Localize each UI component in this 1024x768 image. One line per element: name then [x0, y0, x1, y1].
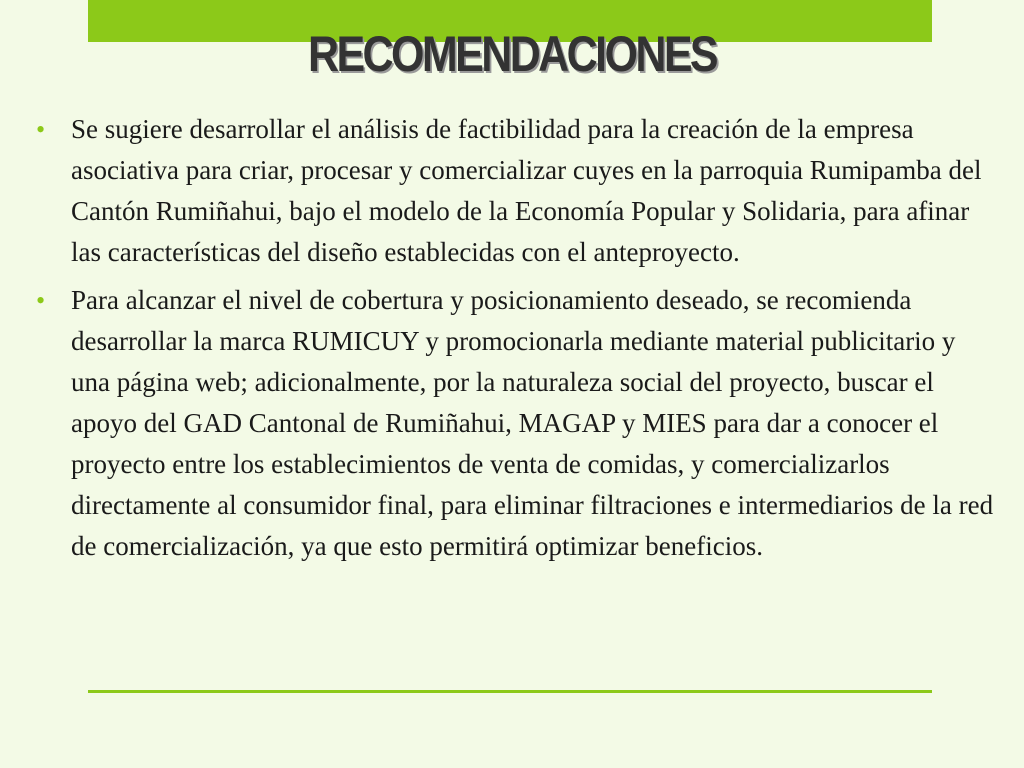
bullet-list — [36, 109, 996, 574]
bullet-item — [36, 280, 996, 567]
bullet-icon: • — [36, 115, 46, 144]
bullet-item — [36, 109, 996, 273]
slide-title: RECOMENDACIONES — [307, 26, 717, 82]
bullet-icon: • — [36, 286, 46, 315]
bullet-text: Se sugiere desarrollar el análisis de factibilidad para la creación de la empresa asociativa para criar, procesar y comercializar cuyes en la parroquia Rumipamba del Cantón Rumiñahui, bajo el modelo de la Economía Popular y Solidaria, para afinar las características del diseño establecidas con el anteproyecto. — [71, 114, 982, 267]
bullet-text: Para alcanzar el nivel de cobertura y posicionamiento deseado, se recomienda desarrollar la marca RUMICUY y promocionarla mediante material publicitario y una página web; adicionalmente, por la naturaleza social del proyecto, buscar el apoyo del GAD Cantonal de Rumiñahui, MAGAP y MIES para dar a conocer el proyecto entre los establecimientos de venta de comidas, y comercializarlos directamente al consumidor final, para eliminar filtraciones e intermediarios de la red de comercialización, ya que esto permitirá optimizar beneficios. — [71, 285, 994, 561]
bottom-divider — [88, 690, 932, 693]
